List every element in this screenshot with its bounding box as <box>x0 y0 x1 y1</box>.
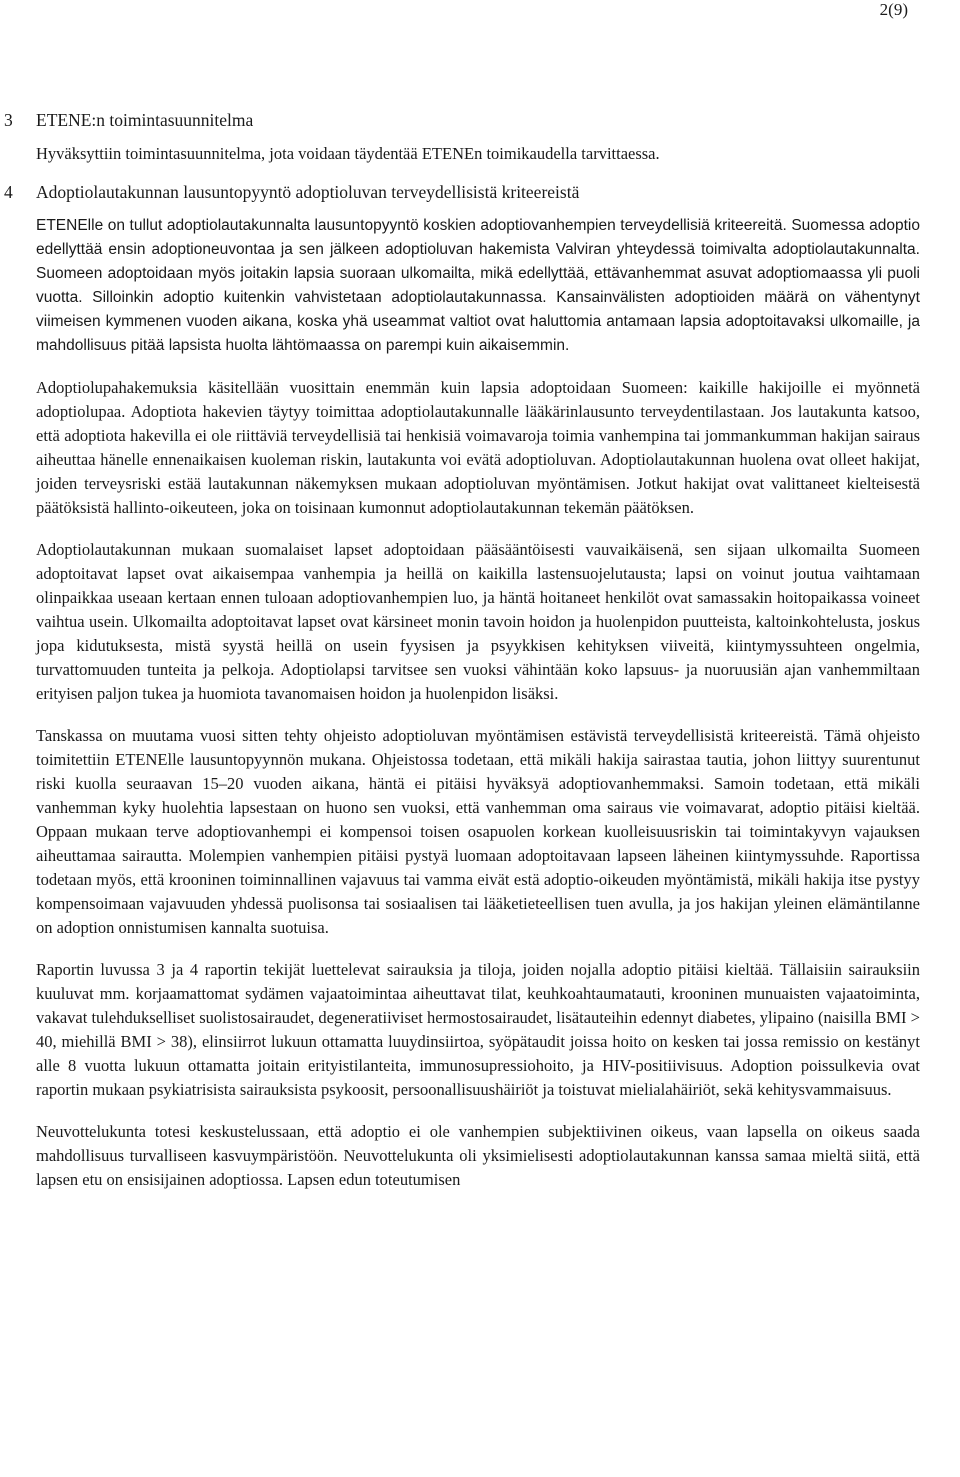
page-content <box>4 108 920 1192</box>
section-4-heading <box>4 180 920 204</box>
paragraph: Raportin luvussa 3 ja 4 raportin tekijät luettelevat sairauksia ja tiloja, joiden nojalla adoptio pitäisi kieltää. Tällaisiin sairauksiin kuuluvat mm. korjaamattomat sydämen vajaatoimintaa aiheuttavat tilat, keuhkoahtaumatauti, krooninen munuaisten vajaatoiminta, vakavat tulehdukselliset suolistosairaudet, degeneratiiviset hermostosairaudet, lisätauteihin edennyt diabetes, ylipaino (naisilla BMI > 40, miehillä BMI > 38), elinsiirrot lukuun ottamatta luuydinsiirtoa, syöpätaudit joissa hoito on kesken tai jossa remissio on kestänyt alle 8 vuotta lukuun ottamatta joitain erityistilanteita, immunosupressiohoito, ja HIV-positiivisuus. Adoption poissulkevia ovat raportin mukaan psykiatrisista sairauksista psykoosit, persoonallisuushäiriöt ja toistuvat mielialahäiriöt, sekä kehitysvammaisuus. <box>36 960 920 1099</box>
paragraph: Adoptiolupahakemuksia käsitellään vuosittain enemmän kuin lapsia adoptoidaan Suomeen: kaikille hakijoille ei myönnetä adoptiolupaa. Adoptiota hakevien täytyy toimittaa adoptiolautakunnalle lääkärinlausunto terveydentilastaan. Jos lautakunta katsoo, että adoptiota hakevilla ei ole riittäviä terveydellisiä tai henkisiä voimavaroja toimia vanhempina tai jommankumman hakijan sairaus aiheuttaa hänelle ennenaikaisen kuoleman riskin, lautakunta voi evätä adoptioluvan. Adoptiolautakunnan huolena ovat olleet hakijat, joiden terveysriski estää lautakunnan näkemyksen mukaan adoptioluvan myöntämisen. Jotkut hakijat ovat valittaneet kielteisestä päätöksistä hallinto-oikeuteen, joka on toisinaan kumonnut adoptiolautakunnan tekemän päätöksen. <box>36 378 920 517</box>
paragraph: ETENElle on tullut adoptiolautakunnalta lausuntopyyntö koskien adoptiovanhempien terveydellisiä kriteereitä. Suomessa adoptio edellyttää ensin adoptioneuvontaa ja sen jälkeen adoptioluvan hakemista Valviran yhteydessä toimivalta adoptiolautakunnalta. Suomeen adoptoidaan myös joitakin lapsia suoraan ulkomailta, mikä edellyttää, ettävanhemmat asuvat adoptiomaassa yli puoli vuotta. Silloinkin adoptio kuitenkin vahvistetaan adoptiolautakunnassa. Kansainvälisten adoptioiden määrä on vähentynyt viimeisen kymmenen vuoden aikana, koska yhä useammat valtiot ovat haluttomia antamaan lapsia adoptoitavaksi ulkomaille, ja mahdollisuus pitää lapsista huolta lähtömaassa on parempi kuin aikaisemmin. <box>36 217 920 354</box>
section-title: ETENE:n toimintasuunnitelma <box>36 110 254 130</box>
page-number: 2(9) <box>879 0 908 19</box>
section-3-heading <box>4 108 920 132</box>
paragraph: Tanskassa on muutama vuosi sitten tehty ohjeisto adoptioluvan myöntämisen estävistä terveydellisistä kriteereistä. Tämä ohjeisto toimitettiin ETENElle lausuntopyynnön mukana. Ohjeistossa todetaan, että mikäli hakija sairastaa tautia, johon liittyy suurentunut riski kuolla seuraavan 15–20 vuoden aikana, häntä ei pitäisi hyväksyä adoptiovanhemmaksi. Samoin todetaan, että mikäli vanhemman kyky huolehtia lapsestaan on huono sen vuoksi, että vanhemman oma sairaus vie voimavarat, adoptio pitäisi kieltää. Oppaan mukaan terve adoptiovanhempi ei kompensoi toisen osapuolen korkean kuolleisuusriskin tai toimintakyvyn vajauksen aiheuttamaa sairautta. Molempien vanhempien pitäisi pystyä luomaan adoptoitavaan lapseen läheinen kiintymyssuhde. Raportissa todetaan myös, että krooninen toiminnallinen vajavuus tai vamma eivät estä adoptio-oikeuden myöntämistä, mikäli hakija itse pystyy kompensoimaan vajavuuden yhdessä puolisonsa tai sosiaalisen tai lääketieteellisen tuen avulla, ja jos hakijan yleinen elämäntilanne on adoption onnistumisen kannalta suotuisa. <box>36 726 920 937</box>
section-number: 3 <box>4 110 13 130</box>
paragraph: Adoptiolautakunnan mukaan suomalaiset lapset adoptoidaan pääsääntöisesti vauvaikäisenä, sen sijaan ulkomailta Suomeen adoptoitavat lapset ovat aikaisempaa vanhempia ja heillä on kaikilla lastensuojelutausta; lapsi on voinut joutua vaihtamaan olinpaikkaa useaan kertaan ennen tuloaan adoptiovanhempien luo, ja häntä hoitaneet henkilöt ovat samassakin hoitopaikassa voineet vaihtua usein. Ulkomailta adoptoitavat lapset ovat kärsineet monin tavoin hoidon ja huolenpidon puutteista, kaltoinkohtelusta, joskus jopa kidutuksesta, mistä syystä heillä on usein fyysisen ja psyykkisen kehityksen viiveitä, kiintymyssuhteen ongelmia, turvattomuuden tunteita ja pelkoja. Adoptiolapsi tarvitsee sen vuoksi vähintään koko lapsuus- ja nuoruusiän ajan vanhemmiltaan erityisen paljon tukea ja huomiota tavanomaisen hoidon ja huolenpidon lisäksi. <box>36 540 920 703</box>
paragraph: Hyväksyttiin toimintasuunnitelma, jota voidaan täydentää ETENEn toimikaudella tarvittaessa. <box>36 144 660 163</box>
paragraph: Neuvottelukunta totesi keskustelussaan, että adoptio ei ole vanhempien subjektiivinen oikeus, vaan lapsella on oikeus saada mahdollisuus turvalliseen kasvuympäristöön. Neuvottelukunta oli yksimielisesti adoptiolautakunnan kanssa samaa mieltä siitä, että lapsen etu on ensisijainen adoptiossa. Lapsen edun toteutumisen <box>36 1122 920 1189</box>
section-title: Adoptiolautakunnan lausuntopyyntö adoptioluvan terveydellisistä kriteereistä <box>36 182 580 202</box>
section-number: 4 <box>4 182 13 202</box>
